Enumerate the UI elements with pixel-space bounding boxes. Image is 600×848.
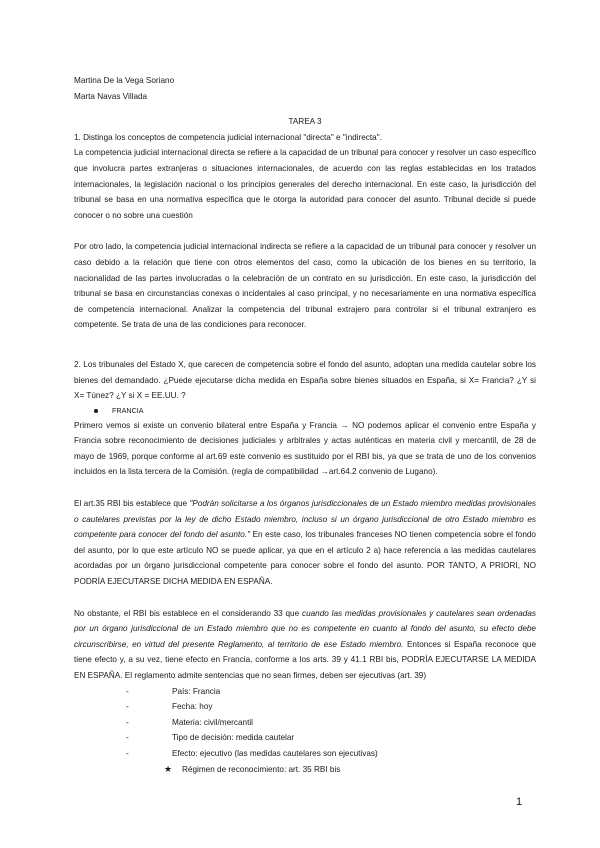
author-2: Marta Navas Villada xyxy=(74,91,148,101)
bullet-dot-icon xyxy=(94,409,98,413)
question-2: 2. Los tribunales del Estado X, que carecen de competencia sobre el fondo del asunto, adoptan una medida cautelar sobre los bienes del demandado. ¿Puede ejecutarse dicha medida en España sobre bienes situados en España, si X= Francia? ¿Y si X= Túnez? ¿Y si X = EE.UU. ? xyxy=(74,359,536,401)
dash-icon: - xyxy=(126,733,129,743)
list-item: - Efecto: ejecutivo (las medidas cautelares son ejecutivas) xyxy=(74,746,536,762)
list-item: - Tipo de decisión: medida cautelar xyxy=(74,730,536,746)
bullet-francia xyxy=(74,404,536,418)
list-item: - Materia: civil/mercantil xyxy=(74,715,536,731)
dash-icon: - xyxy=(126,686,129,696)
considerando-quote: cuando las medidas provisionales y cautelares sean ordenadas por un órgano jurisdiccional de un Estado miembro que no es competente en cuanto al fondo del asunto, su efecto debe circunscribirse, en virtud del presente Reglamento, al territorio de ese Estado miembro. xyxy=(74,608,536,649)
paragraph-considerando-33: No obstante, el RBI bis establece en el considerando 33 que cuando las medidas provisionales y cautelares sean ordenadas por un órgano jurisdiccional de un Estado miembro que no es competente en cuanto al fondo del asunto, su efecto debe circunscribirse, en virtud del presente Reglamento, al territorio de ese Estado miembro. Entonces si España reconoce que tiene efecto y, a su vez, tiene efecto en Francia, conforme a los arts. 39 y 41.1 RBI bis, PODRÍA EJECUTARSE LA MEDIDA EN ESPAÑA. El reglamento admite sentencias que no sean firmes, deben ser ejecutivas (art. 39) xyxy=(74,608,536,680)
page-title: TAREA 3 xyxy=(288,117,322,127)
dash-icon: - xyxy=(126,748,129,758)
document-body xyxy=(74,73,536,777)
paragraph-indirect-competence: Por otro lado, la competencia judicial internacional indirecta se refiere a la capacidad de un tribunal para conocer y resolver un caso debido a la relación que tiene con otros elementos del caso, como la ubicación de los bienes en su territorio, la nacionalidad de las partes involucradas o la celebración de un contrato en su jurisdicción. En este caso, la jurisdicción del tribunal se basa en circunstancias conexas o incidentales al caso principal, y no necesariamente en una normativa específica de competencia internacional. Analizar la competencia del tribunal extrajero para controlar si el tribunal extranjero es competente. Se trata de una de las condiciones para reconocer. xyxy=(74,242,536,330)
authors-block xyxy=(74,73,536,104)
question-1: 1. Distinga los conceptos de competencia judicial internacional "directa" e "indirecta". xyxy=(74,132,382,142)
page-number: 1 xyxy=(516,796,523,808)
summary-list xyxy=(74,684,536,762)
paragraph-direct-competence: La competencia judicial internacional directa se refiere a la capacidad de un tribunal para conocer y resolver un caso específico que involucra partes extranjeras o situaciones internacionales, de acuerdo con las reglas establecidas en los tratados internacionales, la legislación nacional o los principios generales del derecho internacional. En este caso, la jurisdicción del tribunal se basa en una normativa específica que le otorga la autoridad para conocer del asunto. Tribunal decide si puede conocer o no sobre una cuestión xyxy=(74,148,536,220)
bullet-label: FRANCIA xyxy=(112,405,144,415)
list-item: - Fecha: hoy xyxy=(74,699,536,715)
author-1: Martina De la Vega Soriano xyxy=(74,76,175,85)
art35-quote: "Podrán solicitarse a los órganos jurisdiccionales de un Estado miembro medidas provisionales o cautelares previstas por la ley de dicho Estado miembro, incluso si un órgano jurisdiccional de otro Estado miembro es competente para conocer del fondo del asunto." xyxy=(74,499,536,540)
star-icon: ★ xyxy=(164,763,173,774)
dash-icon: - xyxy=(126,702,129,712)
list-item: - País: Francia xyxy=(74,684,536,700)
paragraph-art35: El art.35 RBI bis establece que "Podrán solicitarse a los órganos jurisdiccionales de un Estado miembro medidas provisionales o cautelares previstas por la ley de dicho Estado miembro, incluso si un órgano jurisdiccional de otro Estado miembro es competente para conocer del fondo del asunto." En este caso, los tribunales franceses NO tienen competencia sobre el fondo del asunto, por lo que este artículo NO se puede aplicar, ya que en el artículo 2 a) hace referencia a las medidas cautelares acordadas por un órgano jurisdiccional competente para conocer sobre el fondo del asunto. POR TANTO, A PRIORI, NO PODRÍA EJECUTARSE DICHA MEDIDA EN ESPAÑA. xyxy=(74,499,536,587)
star-list-item: ★ Régimen de reconocimiento: art. 35 RBI bis xyxy=(74,762,536,778)
paragraph-bilateral-convention: Primero vemos si existe un convenio bilateral entre España y Francia → NO podemos aplicar el convenio entre España y Francia sobre reconocimiento de decisiones judiciales y arbitrales y actas auténticas en materia civil y mercantil, de 28 de mayo de 1969, porque conforme al art.69 este convenio es sustituido por el RBI bis, ya que se trata de uno de los convenios incluidos en la lista tercera de la Comisión. (regla de compatibilidad →art.64.2 convenio de Lugano). xyxy=(74,420,536,477)
dash-icon: - xyxy=(126,717,129,727)
